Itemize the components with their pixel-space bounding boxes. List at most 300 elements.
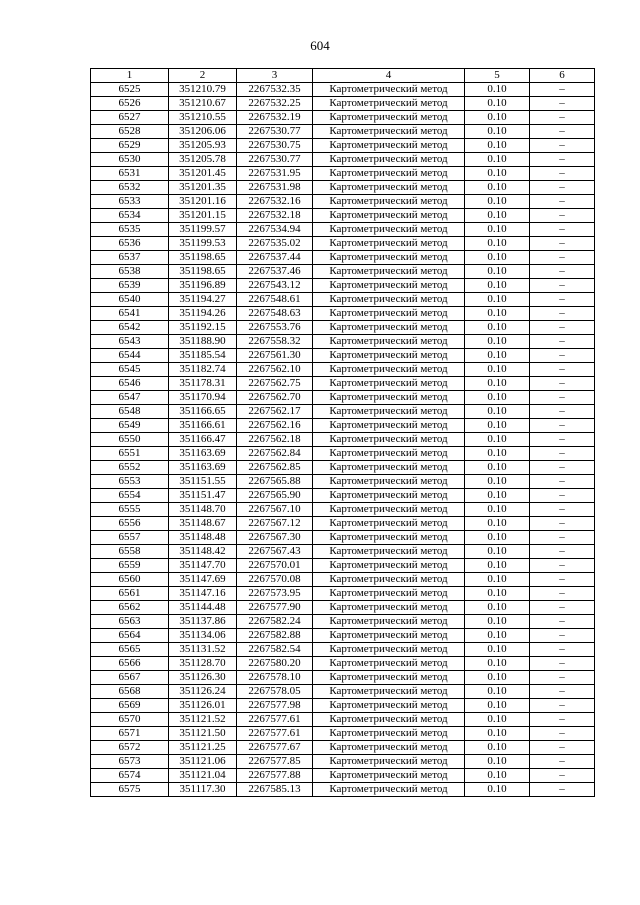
point-number-cell: 6550: [91, 433, 169, 447]
note-cell: –: [530, 83, 595, 97]
point-number-cell: 6564: [91, 629, 169, 643]
note-cell: –: [530, 531, 595, 545]
note-cell: –: [530, 377, 595, 391]
y-coordinate-cell: 2267532.25: [237, 97, 313, 111]
note-cell: –: [530, 475, 595, 489]
table-row: [91, 755, 595, 769]
note-cell: –: [530, 643, 595, 657]
note-cell: –: [530, 489, 595, 503]
method-cell: Картометрический метод: [313, 517, 465, 531]
x-coordinate-cell: 351121.06: [169, 755, 237, 769]
x-coordinate-cell: 351201.16: [169, 195, 237, 209]
accuracy-cell: 0.10: [465, 405, 530, 419]
table-row: [91, 419, 595, 433]
x-coordinate-cell: 351201.45: [169, 167, 237, 181]
x-coordinate-cell: 351170.94: [169, 391, 237, 405]
method-cell: Картометрический метод: [313, 223, 465, 237]
accuracy-cell: 0.10: [465, 167, 530, 181]
x-coordinate-cell: 351163.69: [169, 461, 237, 475]
method-cell: Картометрический метод: [313, 783, 465, 797]
note-cell: –: [530, 447, 595, 461]
method-cell: Картометрический метод: [313, 503, 465, 517]
table-row: [91, 139, 595, 153]
method-cell: Картометрический метод: [313, 447, 465, 461]
y-coordinate-cell: 2267530.77: [237, 125, 313, 139]
accuracy-cell: 0.10: [465, 237, 530, 251]
point-number-cell: 6548: [91, 405, 169, 419]
accuracy-cell: 0.10: [465, 139, 530, 153]
method-cell: Картометрический метод: [313, 671, 465, 685]
method-cell: Картометрический метод: [313, 475, 465, 489]
accuracy-cell: 0.10: [465, 447, 530, 461]
method-cell: Картометрический метод: [313, 251, 465, 265]
method-cell: Картометрический метод: [313, 489, 465, 503]
table-row: [91, 223, 595, 237]
method-cell: Картометрический метод: [313, 349, 465, 363]
method-cell: Картометрический метод: [313, 307, 465, 321]
accuracy-cell: 0.10: [465, 335, 530, 349]
accuracy-cell: 0.10: [465, 293, 530, 307]
table-row: [91, 321, 595, 335]
table-row: [91, 503, 595, 517]
note-cell: –: [530, 279, 595, 293]
point-number-cell: 6534: [91, 209, 169, 223]
point-number-cell: 6542: [91, 321, 169, 335]
accuracy-cell: 0.10: [465, 517, 530, 531]
x-coordinate-cell: 351205.93: [169, 139, 237, 153]
y-coordinate-cell: 2267531.98: [237, 181, 313, 195]
method-cell: Картометрический метод: [313, 405, 465, 419]
accuracy-cell: 0.10: [465, 741, 530, 755]
x-coordinate-cell: 351210.67: [169, 97, 237, 111]
method-cell: Картометрический метод: [313, 741, 465, 755]
x-coordinate-cell: 351192.15: [169, 321, 237, 335]
note-cell: –: [530, 195, 595, 209]
y-coordinate-cell: 2267570.08: [237, 573, 313, 587]
accuracy-cell: 0.10: [465, 531, 530, 545]
method-cell: Картометрический метод: [313, 363, 465, 377]
table-row: [91, 265, 595, 279]
point-number-cell: 6529: [91, 139, 169, 153]
y-coordinate-cell: 2267567.12: [237, 517, 313, 531]
y-coordinate-cell: 2267577.67: [237, 741, 313, 755]
accuracy-cell: 0.10: [465, 629, 530, 643]
point-number-cell: 6551: [91, 447, 169, 461]
accuracy-cell: 0.10: [465, 643, 530, 657]
x-coordinate-cell: 351199.53: [169, 237, 237, 251]
table-row: [91, 153, 595, 167]
table-row: [91, 447, 595, 461]
point-number-cell: 6570: [91, 713, 169, 727]
method-cell: Картометрический метод: [313, 153, 465, 167]
accuracy-cell: 0.10: [465, 391, 530, 405]
method-cell: Картометрический метод: [313, 545, 465, 559]
y-coordinate-cell: 2267565.88: [237, 475, 313, 489]
method-cell: Картометрический метод: [313, 335, 465, 349]
table-row: [91, 783, 595, 797]
x-coordinate-cell: 351199.57: [169, 223, 237, 237]
y-coordinate-cell: 2267567.10: [237, 503, 313, 517]
accuracy-cell: 0.10: [465, 727, 530, 741]
table-row: [91, 391, 595, 405]
table-row: [91, 587, 595, 601]
note-cell: –: [530, 111, 595, 125]
note-cell: –: [530, 125, 595, 139]
method-cell: Картометрический метод: [313, 559, 465, 573]
point-number-cell: 6547: [91, 391, 169, 405]
point-number-cell: 6563: [91, 615, 169, 629]
accuracy-cell: 0.10: [465, 125, 530, 139]
table-row: [91, 517, 595, 531]
note-cell: –: [530, 321, 595, 335]
y-coordinate-cell: 2267577.90: [237, 601, 313, 615]
accuracy-cell: 0.10: [465, 223, 530, 237]
x-coordinate-cell: 351201.15: [169, 209, 237, 223]
method-cell: Картометрический метод: [313, 461, 465, 475]
method-cell: Картометрический метод: [313, 699, 465, 713]
x-coordinate-cell: 351148.67: [169, 517, 237, 531]
point-number-cell: 6531: [91, 167, 169, 181]
accuracy-cell: 0.10: [465, 671, 530, 685]
column-header: 1: [91, 69, 169, 83]
column-header: 6: [530, 69, 595, 83]
y-coordinate-cell: 2267577.61: [237, 727, 313, 741]
y-coordinate-cell: 2267562.17: [237, 405, 313, 419]
note-cell: –: [530, 699, 595, 713]
accuracy-cell: 0.10: [465, 83, 530, 97]
point-number-cell: 6569: [91, 699, 169, 713]
accuracy-cell: 0.10: [465, 97, 530, 111]
point-number-cell: 6556: [91, 517, 169, 531]
y-coordinate-cell: 2267562.18: [237, 433, 313, 447]
y-coordinate-cell: 2267532.19: [237, 111, 313, 125]
table-row: [91, 307, 595, 321]
x-coordinate-cell: 351194.26: [169, 307, 237, 321]
x-coordinate-cell: 351166.61: [169, 419, 237, 433]
table-row: [91, 335, 595, 349]
accuracy-cell: 0.10: [465, 209, 530, 223]
note-cell: –: [530, 685, 595, 699]
method-cell: Картометрический метод: [313, 769, 465, 783]
note-cell: –: [530, 293, 595, 307]
x-coordinate-cell: 351205.78: [169, 153, 237, 167]
table-row: [91, 405, 595, 419]
method-cell: Картометрический метод: [313, 321, 465, 335]
accuracy-cell: 0.10: [465, 755, 530, 769]
accuracy-cell: 0.10: [465, 657, 530, 671]
note-cell: –: [530, 97, 595, 111]
note-cell: –: [530, 727, 595, 741]
point-number-cell: 6552: [91, 461, 169, 475]
point-number-cell: 6543: [91, 335, 169, 349]
y-coordinate-cell: 2267565.90: [237, 489, 313, 503]
table-row: [91, 349, 595, 363]
note-cell: –: [530, 391, 595, 405]
table-row: [91, 601, 595, 615]
y-coordinate-cell: 2267585.13: [237, 783, 313, 797]
y-coordinate-cell: 2267535.02: [237, 237, 313, 251]
x-coordinate-cell: 351134.06: [169, 629, 237, 643]
note-cell: –: [530, 615, 595, 629]
x-coordinate-cell: 351147.70: [169, 559, 237, 573]
y-coordinate-cell: 2267582.54: [237, 643, 313, 657]
y-coordinate-cell: 2267537.46: [237, 265, 313, 279]
y-coordinate-cell: 2267561.30: [237, 349, 313, 363]
x-coordinate-cell: 351126.24: [169, 685, 237, 699]
method-cell: Картометрический метод: [313, 433, 465, 447]
table-row: [91, 279, 595, 293]
note-cell: –: [530, 573, 595, 587]
x-coordinate-cell: 351117.30: [169, 783, 237, 797]
accuracy-cell: 0.10: [465, 153, 530, 167]
method-cell: Картометрический метод: [313, 657, 465, 671]
point-number-cell: 6530: [91, 153, 169, 167]
point-number-cell: 6573: [91, 755, 169, 769]
table-row: [91, 573, 595, 587]
x-coordinate-cell: 351121.52: [169, 713, 237, 727]
note-cell: –: [530, 251, 595, 265]
note-cell: –: [530, 601, 595, 615]
x-coordinate-cell: 351144.48: [169, 601, 237, 615]
table-body: [91, 83, 595, 797]
x-coordinate-cell: 351185.54: [169, 349, 237, 363]
accuracy-cell: 0.10: [465, 587, 530, 601]
y-coordinate-cell: 2267577.61: [237, 713, 313, 727]
y-coordinate-cell: 2267567.43: [237, 545, 313, 559]
table-row: [91, 671, 595, 685]
method-cell: Картометрический метод: [313, 111, 465, 125]
table-row: [91, 363, 595, 377]
accuracy-cell: 0.10: [465, 265, 530, 279]
method-cell: Картометрический метод: [313, 265, 465, 279]
table-row: [91, 293, 595, 307]
table-row: [91, 475, 595, 489]
y-coordinate-cell: 2267582.24: [237, 615, 313, 629]
method-cell: Картометрический метод: [313, 195, 465, 209]
table-row: [91, 713, 595, 727]
method-cell: Картометрический метод: [313, 615, 465, 629]
note-cell: –: [530, 349, 595, 363]
point-number-cell: 6535: [91, 223, 169, 237]
x-coordinate-cell: 351137.86: [169, 615, 237, 629]
note-cell: –: [530, 419, 595, 433]
point-number-cell: 6549: [91, 419, 169, 433]
x-coordinate-cell: 351121.25: [169, 741, 237, 755]
column-header: 2: [169, 69, 237, 83]
accuracy-cell: 0.10: [465, 601, 530, 615]
point-number-cell: 6565: [91, 643, 169, 657]
table-row: [91, 657, 595, 671]
table-row: [91, 251, 595, 265]
y-coordinate-cell: 2267531.95: [237, 167, 313, 181]
accuracy-cell: 0.10: [465, 559, 530, 573]
accuracy-cell: 0.10: [465, 503, 530, 517]
y-coordinate-cell: 2267582.88: [237, 629, 313, 643]
x-coordinate-cell: 351198.65: [169, 265, 237, 279]
method-cell: Картометрический метод: [313, 531, 465, 545]
note-cell: –: [530, 335, 595, 349]
accuracy-cell: 0.10: [465, 181, 530, 195]
point-number-cell: 6538: [91, 265, 169, 279]
point-number-cell: 6536: [91, 237, 169, 251]
note-cell: –: [530, 671, 595, 685]
y-coordinate-cell: 2267562.70: [237, 391, 313, 405]
x-coordinate-cell: 351196.89: [169, 279, 237, 293]
method-cell: Картометрический метод: [313, 601, 465, 615]
point-number-cell: 6560: [91, 573, 169, 587]
point-number-cell: 6561: [91, 587, 169, 601]
page-number: 604: [310, 38, 330, 53]
table-row: [91, 741, 595, 755]
x-coordinate-cell: 351126.01: [169, 699, 237, 713]
point-number-cell: 6525: [91, 83, 169, 97]
y-coordinate-cell: 2267530.75: [237, 139, 313, 153]
x-coordinate-cell: 351163.69: [169, 447, 237, 461]
point-number-cell: 6555: [91, 503, 169, 517]
y-coordinate-cell: 2267558.32: [237, 335, 313, 349]
table-row: [91, 643, 595, 657]
y-coordinate-cell: 2267573.95: [237, 587, 313, 601]
x-coordinate-cell: 351198.65: [169, 251, 237, 265]
accuracy-cell: 0.10: [465, 349, 530, 363]
column-header: 3: [237, 69, 313, 83]
method-cell: Картометрический метод: [313, 209, 465, 223]
note-cell: –: [530, 461, 595, 475]
method-cell: Картометрический метод: [313, 727, 465, 741]
table-row: [91, 531, 595, 545]
point-number-cell: 6558: [91, 545, 169, 559]
y-coordinate-cell: 2267562.75: [237, 377, 313, 391]
point-number-cell: 6568: [91, 685, 169, 699]
point-number-cell: 6528: [91, 125, 169, 139]
table-row: [91, 377, 595, 391]
x-coordinate-cell: 351147.69: [169, 573, 237, 587]
note-cell: –: [530, 265, 595, 279]
y-coordinate-cell: 2267532.16: [237, 195, 313, 209]
method-cell: Картометрический метод: [313, 181, 465, 195]
x-coordinate-cell: 351206.06: [169, 125, 237, 139]
table-row: [91, 629, 595, 643]
x-coordinate-cell: 351121.50: [169, 727, 237, 741]
y-coordinate-cell: 2267537.44: [237, 251, 313, 265]
accuracy-cell: 0.10: [465, 279, 530, 293]
point-number-cell: 6571: [91, 727, 169, 741]
x-coordinate-cell: 351148.42: [169, 545, 237, 559]
method-cell: Картометрический метод: [313, 391, 465, 405]
note-cell: –: [530, 307, 595, 321]
point-number-cell: 6527: [91, 111, 169, 125]
accuracy-cell: 0.10: [465, 615, 530, 629]
note-cell: –: [530, 629, 595, 643]
column-header: 4: [313, 69, 465, 83]
point-number-cell: 6533: [91, 195, 169, 209]
x-coordinate-cell: 351147.16: [169, 587, 237, 601]
point-number-cell: 6575: [91, 783, 169, 797]
method-cell: Картометрический метод: [313, 629, 465, 643]
point-number-cell: 6553: [91, 475, 169, 489]
method-cell: Картометрический метод: [313, 167, 465, 181]
accuracy-cell: 0.10: [465, 545, 530, 559]
table-row: [91, 97, 595, 111]
y-coordinate-cell: 2267567.30: [237, 531, 313, 545]
method-cell: Картометрический метод: [313, 587, 465, 601]
y-coordinate-cell: 2267577.85: [237, 755, 313, 769]
note-cell: –: [530, 237, 595, 251]
y-coordinate-cell: 2267562.16: [237, 419, 313, 433]
note-cell: –: [530, 587, 595, 601]
y-coordinate-cell: 2267577.88: [237, 769, 313, 783]
y-coordinate-cell: 2267562.84: [237, 447, 313, 461]
table-row: [91, 461, 595, 475]
x-coordinate-cell: 351151.47: [169, 489, 237, 503]
accuracy-cell: 0.10: [465, 377, 530, 391]
x-coordinate-cell: 351166.47: [169, 433, 237, 447]
table-row: [91, 769, 595, 783]
method-cell: Картометрический метод: [313, 83, 465, 97]
point-number-cell: 6554: [91, 489, 169, 503]
y-coordinate-cell: 2267532.35: [237, 83, 313, 97]
table-row: [91, 83, 595, 97]
table-row: [91, 433, 595, 447]
y-coordinate-cell: 2267580.20: [237, 657, 313, 671]
point-number-cell: 6540: [91, 293, 169, 307]
accuracy-cell: 0.10: [465, 475, 530, 489]
table-row: [91, 237, 595, 251]
x-coordinate-cell: 351121.04: [169, 769, 237, 783]
method-cell: Картометрический метод: [313, 125, 465, 139]
note-cell: –: [530, 433, 595, 447]
x-coordinate-cell: 351210.79: [169, 83, 237, 97]
y-coordinate-cell: 2267530.77: [237, 153, 313, 167]
accuracy-cell: 0.10: [465, 307, 530, 321]
note-cell: –: [530, 517, 595, 531]
table-row: [91, 727, 595, 741]
accuracy-cell: 0.10: [465, 363, 530, 377]
y-coordinate-cell: 2267553.76: [237, 321, 313, 335]
table-row: [91, 545, 595, 559]
point-number-cell: 6544: [91, 349, 169, 363]
accuracy-cell: 0.10: [465, 769, 530, 783]
point-number-cell: 6545: [91, 363, 169, 377]
note-cell: –: [530, 657, 595, 671]
method-cell: Картометрический метод: [313, 279, 465, 293]
y-coordinate-cell: 2267562.10: [237, 363, 313, 377]
point-number-cell: 6546: [91, 377, 169, 391]
point-number-cell: 6567: [91, 671, 169, 685]
y-coordinate-cell: 2267548.61: [237, 293, 313, 307]
y-coordinate-cell: 2267578.05: [237, 685, 313, 699]
table-row: [91, 209, 595, 223]
note-cell: –: [530, 405, 595, 419]
x-coordinate-cell: 351178.31: [169, 377, 237, 391]
method-cell: Картометрический метод: [313, 377, 465, 391]
point-number-cell: 6574: [91, 769, 169, 783]
accuracy-cell: 0.10: [465, 111, 530, 125]
method-cell: Картометрический метод: [313, 643, 465, 657]
note-cell: –: [530, 755, 595, 769]
table-row: [91, 685, 595, 699]
table-row: [91, 125, 595, 139]
accuracy-cell: 0.10: [465, 419, 530, 433]
note-cell: –: [530, 545, 595, 559]
table-row: [91, 559, 595, 573]
accuracy-cell: 0.10: [465, 713, 530, 727]
coordinates-table: [90, 68, 595, 797]
table-row: [91, 111, 595, 125]
point-number-cell: 6537: [91, 251, 169, 265]
point-number-cell: 6557: [91, 531, 169, 545]
y-coordinate-cell: 2267532.18: [237, 209, 313, 223]
